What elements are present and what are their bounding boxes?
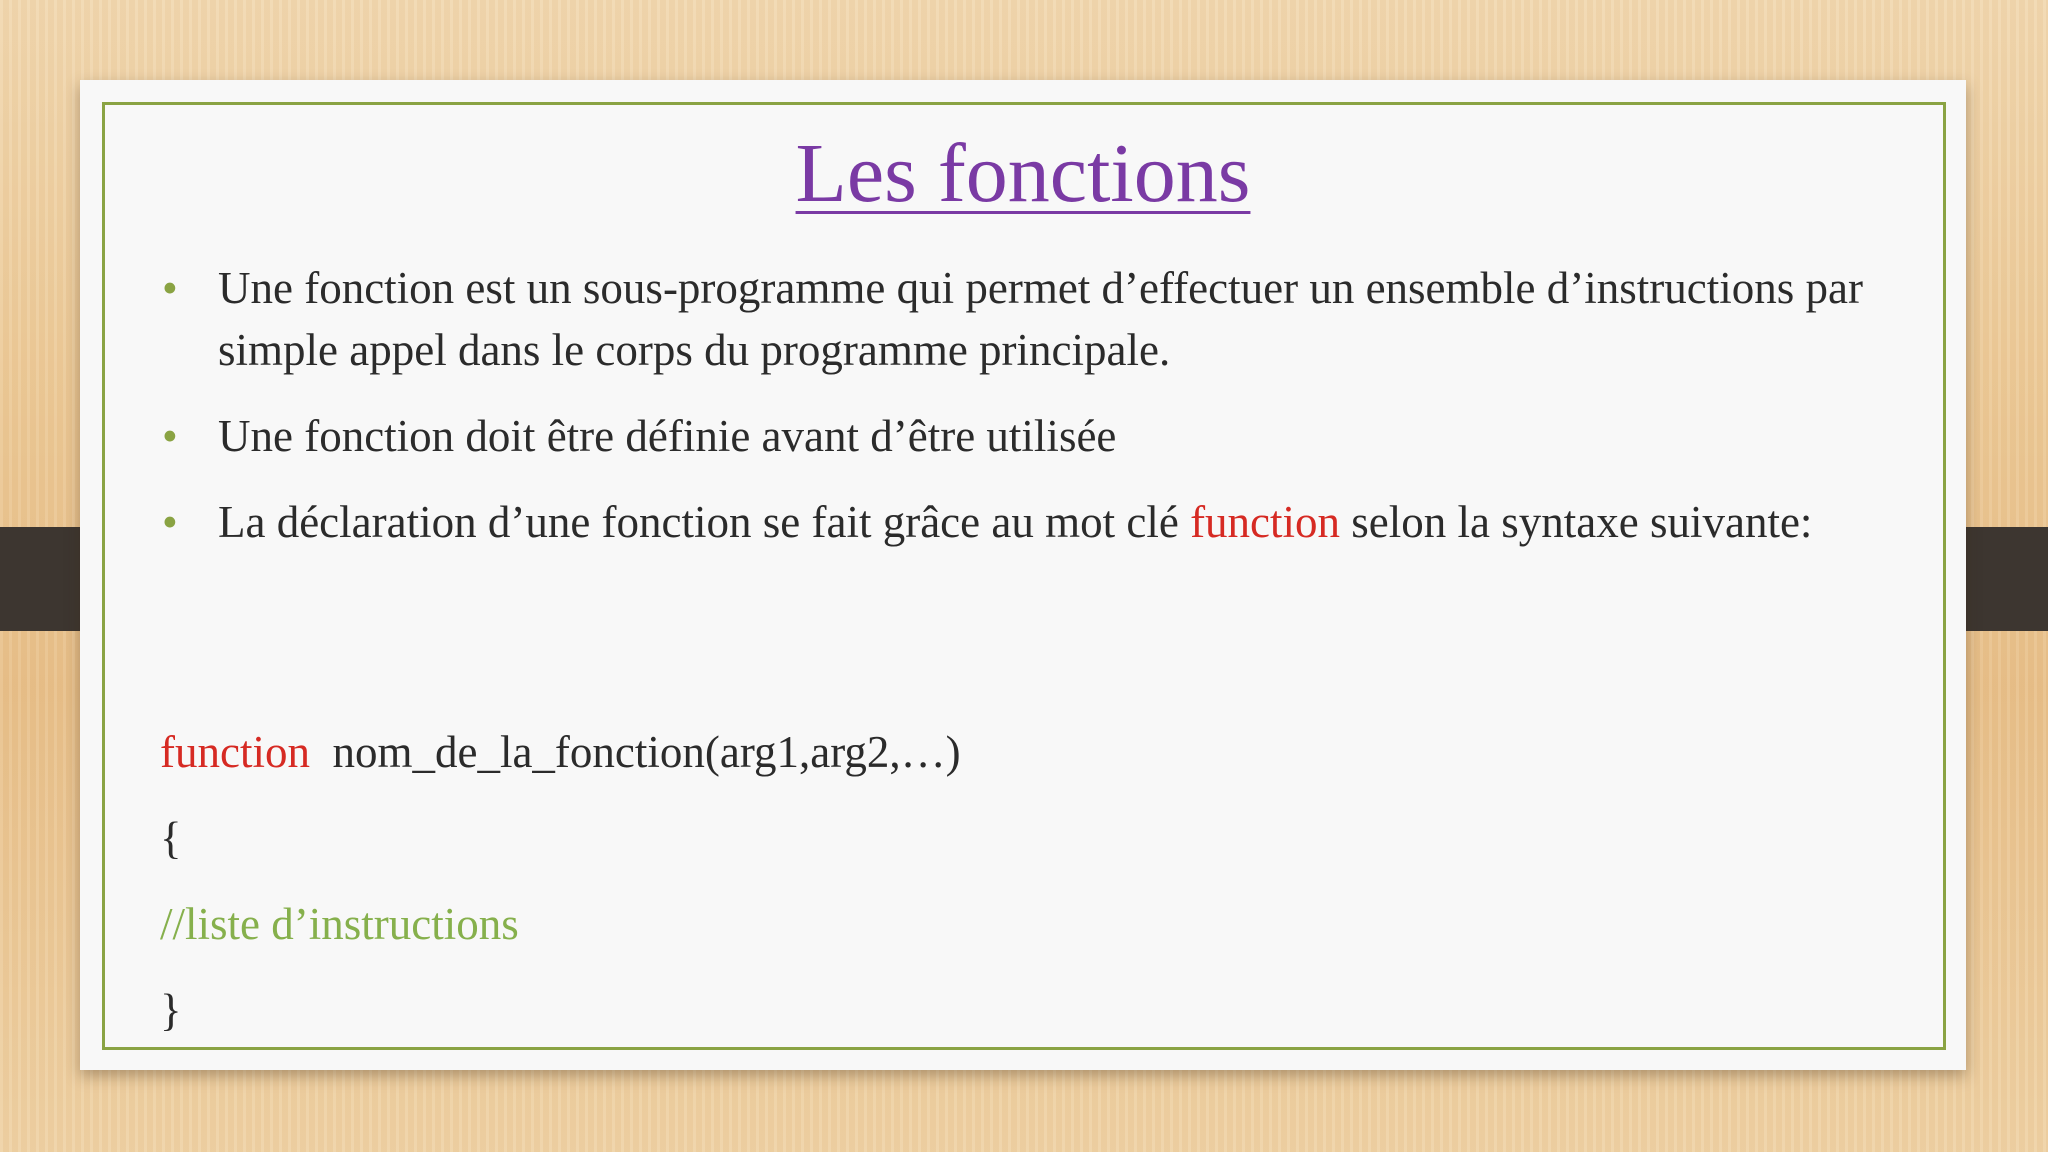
slide bbox=[80, 80, 1966, 1070]
bullet-text-before: La déclaration d’une fonction se fait grâce au mot clé bbox=[218, 497, 1191, 547]
code-block bbox=[160, 709, 961, 1053]
function-keyword: function bbox=[1190, 497, 1341, 547]
code-close-brace: } bbox=[160, 985, 182, 1035]
bullet-dot-icon: • bbox=[162, 497, 178, 547]
bullet-dot-icon: • bbox=[162, 411, 178, 461]
code-comment: //liste d’instructions bbox=[160, 899, 519, 949]
bullet-text-after: selon la syntaxe suivante: bbox=[1340, 497, 1813, 547]
bullet-text: Une fonction est un sous-programme qui permet d’effectuer un ensemble d’instructions par simple appel dans le corps du programme principale. bbox=[218, 263, 1863, 375]
bullet-list bbox=[162, 257, 1902, 577]
bullet-item bbox=[162, 491, 1902, 553]
code-signature: nom_de_la_fonction(arg1,arg2,…) bbox=[309, 727, 961, 777]
code-keyword: function bbox=[160, 727, 310, 777]
bullet-item bbox=[162, 257, 1902, 381]
code-signature-line bbox=[160, 709, 961, 795]
code-open-brace: { bbox=[160, 813, 182, 863]
bullet-dot-icon: • bbox=[162, 263, 178, 313]
bullet-text: Une fonction doit être définie avant d’être utilisée bbox=[218, 411, 1117, 461]
slide-title: Les fonctions bbox=[795, 127, 1251, 220]
bullet-item bbox=[162, 405, 1902, 467]
